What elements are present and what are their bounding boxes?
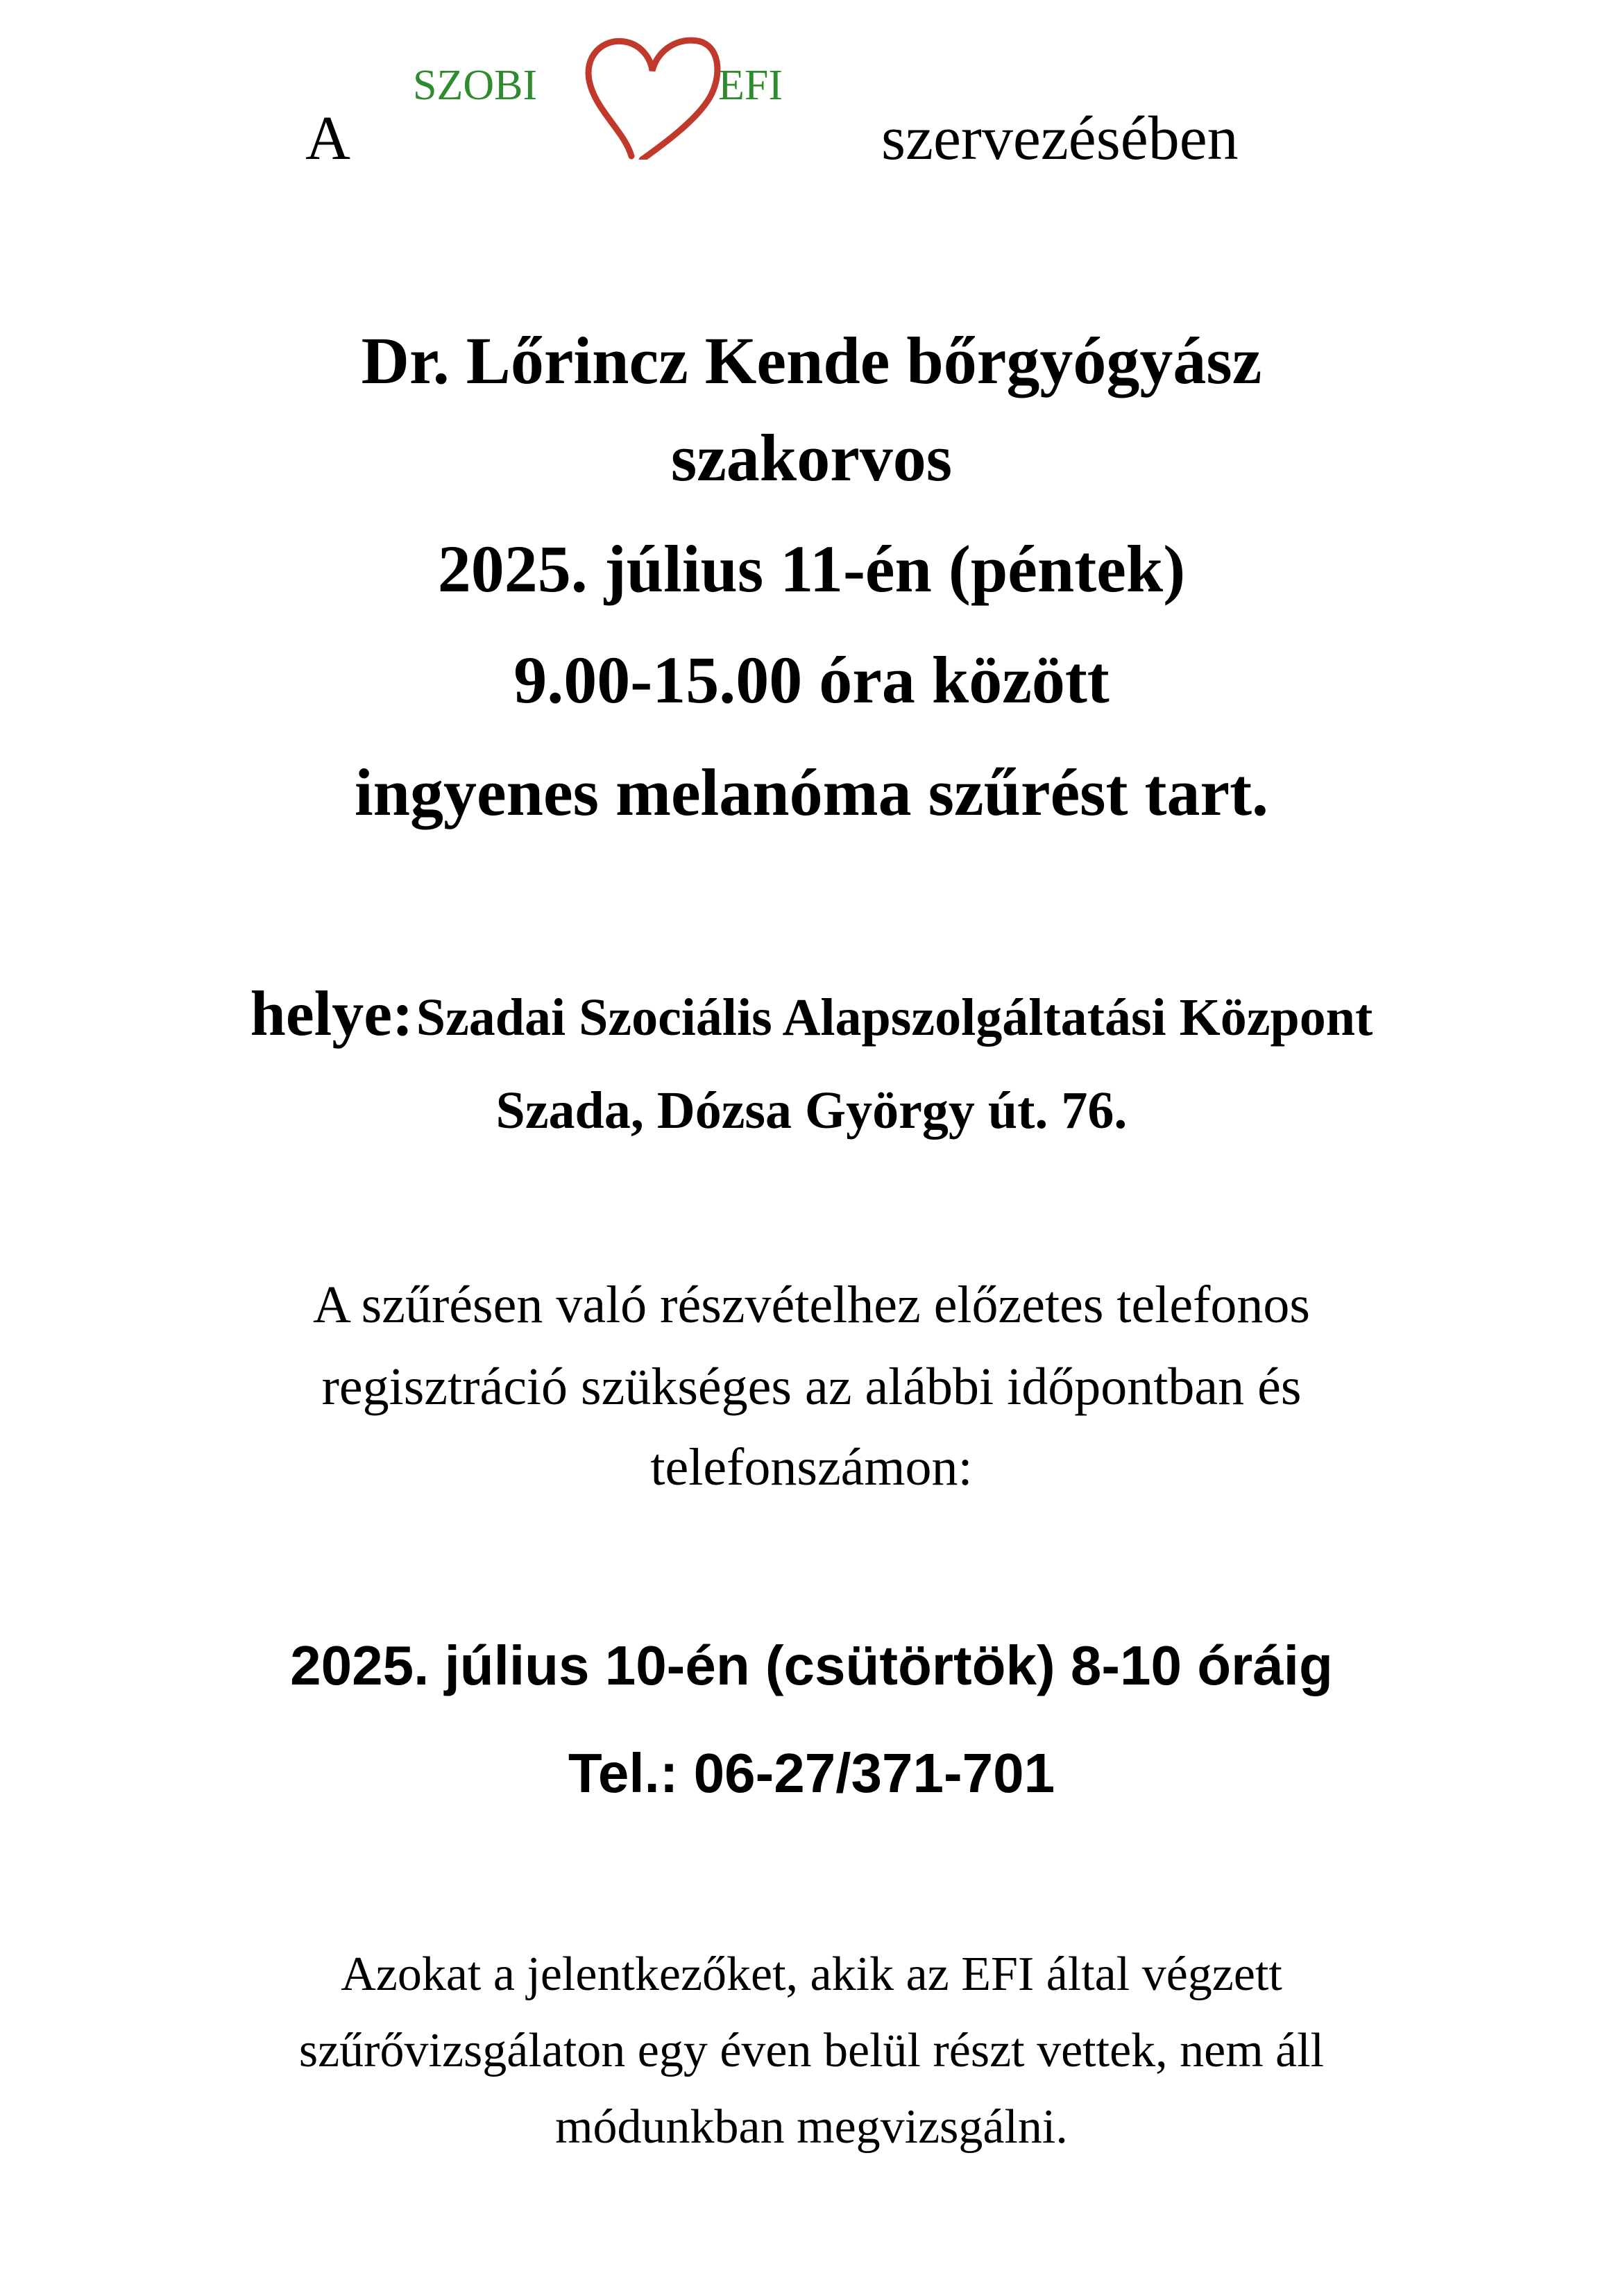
location-name: Szadai Szociális Alapszolgáltatási Központ — [416, 988, 1373, 1047]
screening-time: 9.00-15.00 óra között — [513, 643, 1110, 717]
doctor-title: szakorvos — [670, 421, 953, 495]
location-address: Szada, Dózsa György út. 76. — [495, 1081, 1128, 1140]
logo-text-efi: EFI — [718, 62, 783, 109]
phone-number: Tel.: 06-27/371-701 — [568, 1742, 1055, 1804]
organizer-prefix: A — [305, 104, 350, 173]
notice-text-line: szűrővizsgálaton egy éven belül részt vettek, nem áll — [298, 2024, 1325, 2077]
szobi-efi-logo — [409, 28, 819, 160]
registration-text-line: regisztráció szükséges az alábbi időpontban és — [321, 1358, 1302, 1416]
location-label: helye: — [250, 978, 414, 1049]
registration-text-line: A szűrésen való részvételhez előzetes telefonos — [312, 1276, 1311, 1334]
heart-icon — [576, 28, 729, 160]
notice-text-line: Azokat a jelentkezőket, akik az EFI által végzett — [341, 1948, 1282, 2001]
screening-description: ingyenes melanóma szűrést tart. — [354, 755, 1269, 829]
notice-text-line: módunkban megvizsgálni. — [555, 2100, 1068, 2154]
location-line — [0, 965, 1623, 1081]
registration-date: 2025. július 10-én (csütörtök) 8-10 óráig — [290, 1635, 1333, 1696]
doctor-name: Dr. Lőrincz Kende bőrgyógyász — [361, 323, 1262, 398]
screening-date: 2025. július 11-én (péntek) — [437, 532, 1186, 606]
registration-text-line: telefonszámon: — [650, 1438, 973, 1496]
organizer-suffix: szervezésében — [881, 104, 1239, 173]
logo-text-szobi: SZOBI — [413, 62, 538, 109]
